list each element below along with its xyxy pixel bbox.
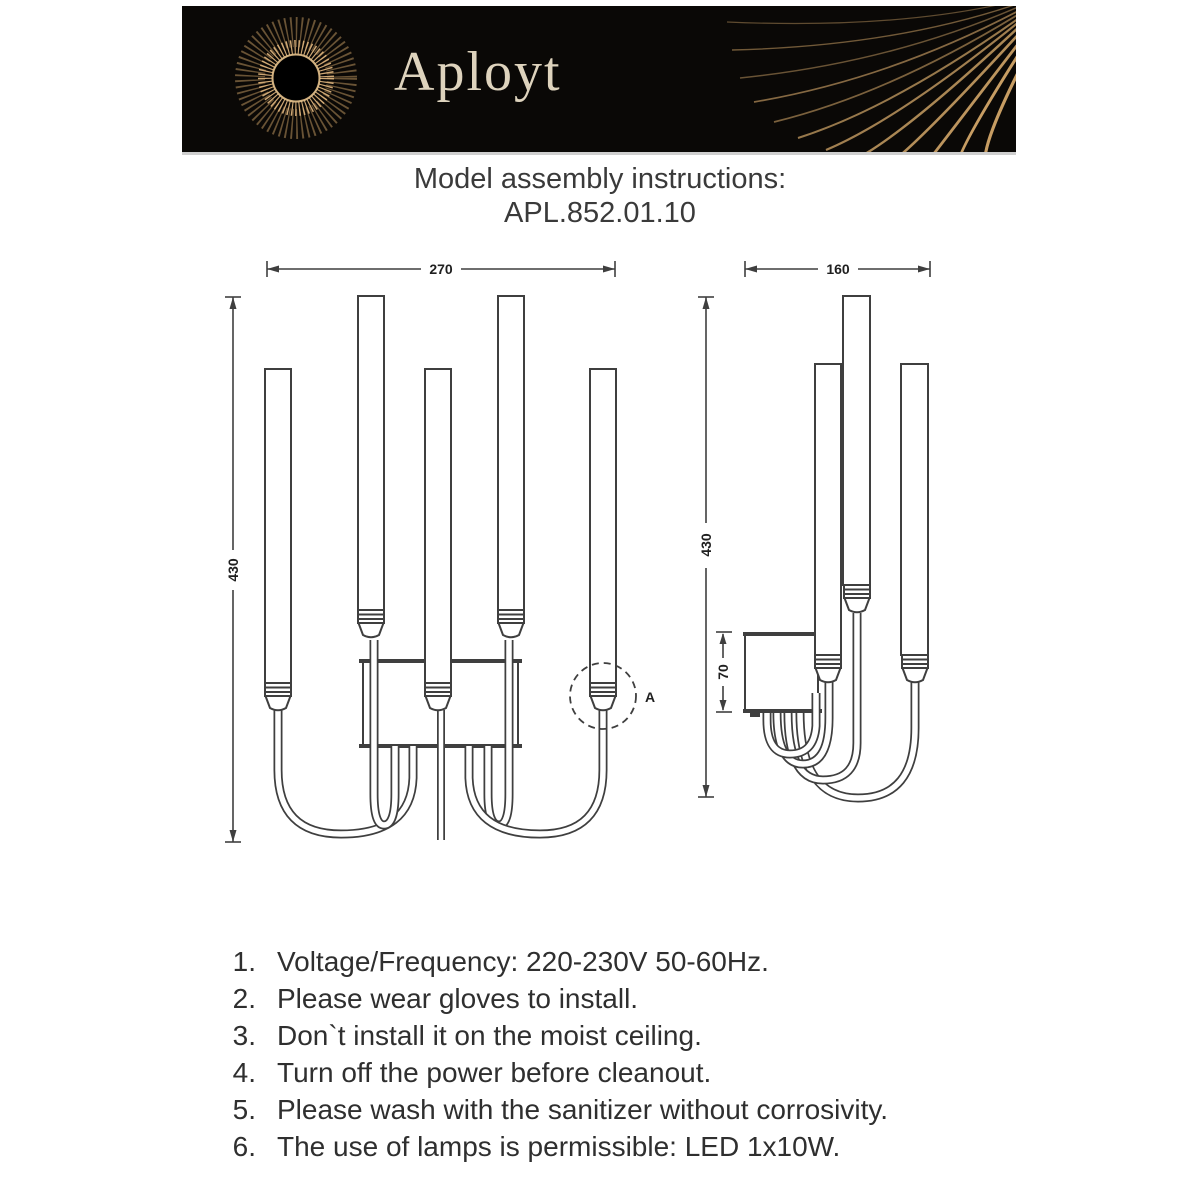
side-mounting-bracket — [743, 632, 822, 717]
candle-tubes — [265, 296, 616, 710]
front-height-label: 430 — [225, 558, 241, 582]
detail-label: A — [645, 689, 656, 705]
item-number: 4. — [232, 1057, 256, 1088]
brand-name: Aployt — [394, 41, 562, 103]
side-height-label: 430 — [698, 533, 714, 557]
bracket-height-dimension — [715, 632, 732, 712]
model-number: APL.852.01.10 — [504, 197, 696, 229]
front-width-label: 270 — [429, 261, 453, 277]
sunburst-icon — [250, 32, 342, 124]
brand-banner — [182, 6, 1016, 152]
item-text: Please wear gloves to install. — [277, 983, 639, 1014]
item-text: Voltage/Frequency: 220-230V 50-60Hz. — [277, 946, 769, 977]
item-number: 5. — [232, 1094, 256, 1125]
list-item — [230, 1057, 1030, 1094]
side-depth-dimension — [745, 261, 930, 277]
side-view-drawing — [678, 248, 1008, 818]
rays-decoration-icon — [727, 6, 1016, 152]
item-text: Don`t install it on the moist ceiling. — [277, 1020, 702, 1051]
item-number: 3. — [232, 1020, 256, 1051]
item-text: Turn off the power before cleanout. — [277, 1057, 712, 1088]
title-block — [0, 162, 1200, 230]
instructions-list — [230, 946, 1030, 1168]
front-height-dimension — [225, 297, 241, 842]
list-item — [230, 1131, 1030, 1168]
item-number: 6. — [232, 1131, 256, 1162]
list-item — [230, 1020, 1030, 1057]
item-text: Please wash with the sanitizer without corrosivity. — [277, 1094, 889, 1125]
banner-art — [182, 6, 1016, 152]
front-view-drawing — [218, 248, 678, 868]
list-item — [230, 983, 1030, 1020]
side-depth-label: 160 — [826, 261, 850, 277]
front-width-dimension — [267, 261, 615, 277]
item-number: 1. — [232, 946, 256, 977]
banner-divider — [182, 152, 1016, 155]
side-candle-tubes — [815, 296, 928, 682]
list-item — [230, 1094, 1030, 1131]
page-title: Model assembly instructions: — [413, 163, 787, 195]
item-text: The use of lamps is permissible: LED 1x10W. — [277, 1131, 841, 1162]
list-item — [230, 946, 1030, 983]
item-number: 2. — [232, 983, 256, 1014]
bracket-height-label: 70 — [715, 664, 731, 680]
side-height-dimension — [698, 297, 714, 797]
